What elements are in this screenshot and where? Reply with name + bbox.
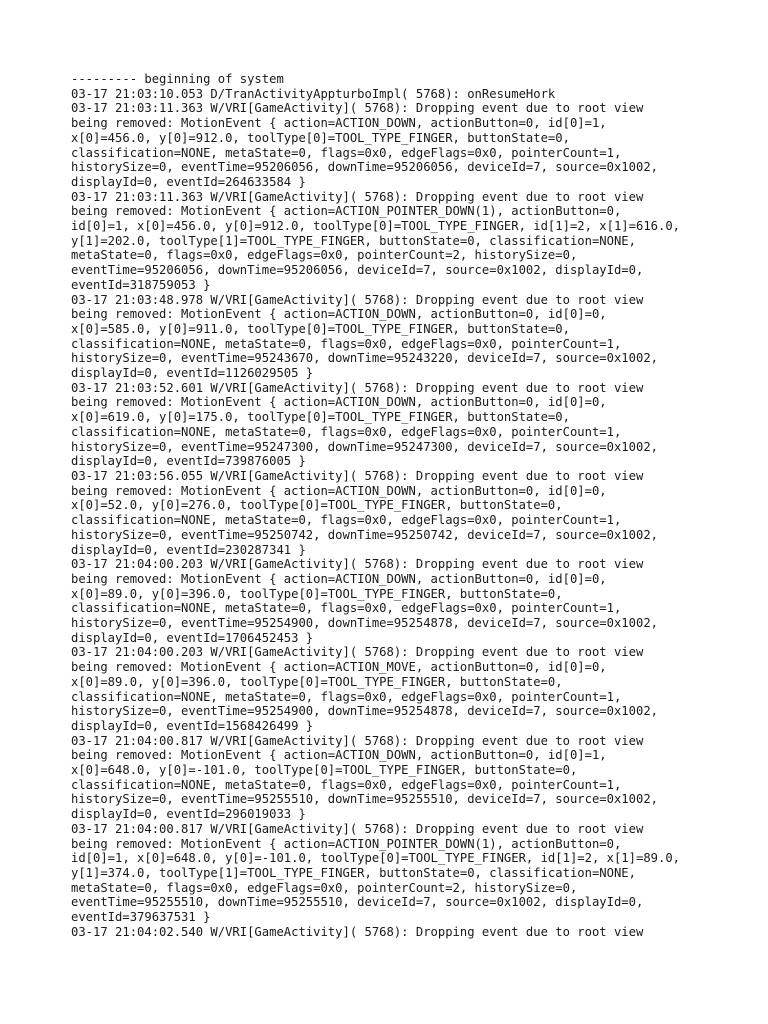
log-line: y[1]=374.0, toolType[1]=TOOL_TYPE_FINGER, buttonState=0, classification=NONE, bbox=[71, 865, 636, 880]
log-line: displayId=0, eventId=1126029505 } bbox=[71, 366, 314, 381]
log-line: being removed: MotionEvent { action=ACTION_DOWN, actionButton=0, id[0]=0, bbox=[71, 307, 607, 322]
log-line: being removed: MotionEvent { action=ACTION_POINTER_DOWN(1), actionButton=0, bbox=[71, 836, 622, 851]
log-line: id[0]=1, x[0]=648.0, y[0]=-101.0, toolType[0]=TOOL_TYPE_FINGER, id[1]=2, x[1]=89.0, bbox=[71, 851, 681, 866]
log-line: historySize=0, eventTime=95206056, downTime=95206056, deviceId=7, source=0x1002, bbox=[71, 160, 658, 175]
log-line: being removed: MotionEvent { action=ACTION_MOVE, actionButton=0, id[0]=0, bbox=[71, 660, 607, 675]
log-line: displayId=0, eventId=739876005 } bbox=[71, 454, 306, 469]
log-line: x[0]=89.0, y[0]=396.0, toolType[0]=TOOL_TYPE_FINGER, buttonState=0, bbox=[71, 586, 563, 601]
log-line: eventId=318759053 } bbox=[71, 277, 211, 292]
log-line: 03-17 21:04:02.540 W/VRI[GameActivity]( 5768): Dropping event due to root view bbox=[71, 924, 644, 939]
log-line: classification=NONE, metaState=0, flags=0x0, edgeFlags=0x0, pointerCount=1, bbox=[71, 336, 622, 351]
log-line: being removed: MotionEvent { action=ACTION_DOWN, actionButton=0, id[0]=0, bbox=[71, 483, 607, 498]
log-line: x[0]=89.0, y[0]=396.0, toolType[0]=TOOL_TYPE_FINGER, buttonState=0, bbox=[71, 674, 563, 689]
log-line: historySize=0, eventTime=95255510, downTime=95255510, deviceId=7, source=0x1002, bbox=[71, 792, 658, 807]
log-line: being removed: MotionEvent { action=ACTION_POINTER_DOWN(1), actionButton=0, bbox=[71, 204, 622, 219]
log-line: eventId=379637531 } bbox=[71, 910, 211, 925]
log-line: metaState=0, flags=0x0, edgeFlags=0x0, pointerCount=2, historySize=0, bbox=[71, 248, 578, 263]
log-line: being removed: MotionEvent { action=ACTION_DOWN, actionButton=0, id[0]=0, bbox=[71, 395, 607, 410]
log-line: classification=NONE, metaState=0, flags=0x0, edgeFlags=0x0, pointerCount=1, bbox=[71, 145, 622, 160]
log-line: historySize=0, eventTime=95250742, downTime=95250742, deviceId=7, source=0x1002, bbox=[71, 527, 658, 542]
log-line: metaState=0, flags=0x0, edgeFlags=0x0, pointerCount=2, historySize=0, bbox=[71, 880, 578, 895]
log-line: displayId=0, eventId=1568426499 } bbox=[71, 718, 314, 733]
log-line: 03-17 21:03:56.055 W/VRI[GameActivity]( 5768): Dropping event due to root view bbox=[71, 468, 644, 483]
log-line: 03-17 21:03:11.363 W/VRI[GameActivity]( 5768): Dropping event due to root view bbox=[71, 101, 644, 116]
log-line: classification=NONE, metaState=0, flags=0x0, edgeFlags=0x0, pointerCount=1, bbox=[71, 601, 622, 616]
log-line: 03-17 21:03:11.363 W/VRI[GameActivity]( 5768): Dropping event due to root view bbox=[71, 189, 644, 204]
log-line: being removed: MotionEvent { action=ACTION_DOWN, actionButton=0, id[0]=1, bbox=[71, 748, 607, 763]
log-line: eventTime=95255510, downTime=95255510, deviceId=7, source=0x1002, displayId=0, bbox=[71, 895, 644, 910]
log-line: x[0]=585.0, y[0]=911.0, toolType[0]=TOOL_TYPE_FINGER, buttonState=0, bbox=[71, 321, 570, 336]
log-line: 03-17 21:04:00.817 W/VRI[GameActivity]( 5768): Dropping event due to root view bbox=[71, 733, 644, 748]
log-line: eventTime=95206056, downTime=95206056, deviceId=7, source=0x1002, displayId=0, bbox=[71, 263, 644, 278]
log-line: 03-17 21:03:48.978 W/VRI[GameActivity]( 5768): Dropping event due to root view bbox=[71, 292, 644, 307]
log-line: displayId=0, eventId=230287341 } bbox=[71, 542, 306, 557]
log-line: id[0]=1, x[0]=456.0, y[0]=912.0, toolType[0]=TOOL_TYPE_FINGER, id[1]=2, x[1]=616.0, bbox=[71, 219, 681, 234]
log-line: historySize=0, eventTime=95247300, downTime=95247300, deviceId=7, source=0x1002, bbox=[71, 439, 658, 454]
log-line: --------- beginning of system bbox=[71, 72, 284, 86]
log-line: classification=NONE, metaState=0, flags=0x0, edgeFlags=0x0, pointerCount=1, bbox=[71, 689, 622, 704]
log-line: 03-17 21:04:00.203 W/VRI[GameActivity]( 5768): Dropping event due to root view bbox=[71, 557, 644, 572]
log-line: historySize=0, eventTime=95254900, downTime=95254878, deviceId=7, source=0x1002, bbox=[71, 704, 658, 719]
log-line: y[1]=202.0, toolType[1]=TOOL_TYPE_FINGER, buttonState=0, classification=NONE, bbox=[71, 233, 636, 248]
log-line: displayId=0, eventId=296019033 } bbox=[71, 807, 306, 822]
log-line: 03-17 21:04:00.817 W/VRI[GameActivity]( 5768): Dropping event due to root view bbox=[71, 821, 644, 836]
log-line: x[0]=648.0, y[0]=-101.0, toolType[0]=TOOL_TYPE_FINGER, buttonState=0, bbox=[71, 763, 578, 778]
log-line: 03-17 21:03:52.601 W/VRI[GameActivity]( 5768): Dropping event due to root view bbox=[71, 380, 644, 395]
log-line: displayId=0, eventId=264633584 } bbox=[71, 174, 306, 189]
log-line: displayId=0, eventId=1706452453 } bbox=[71, 630, 314, 645]
log-line: historySize=0, eventTime=95243670, downTime=95243220, deviceId=7, source=0x1002, bbox=[71, 351, 658, 366]
log-document bbox=[71, 72, 751, 939]
log-line: being removed: MotionEvent { action=ACTION_DOWN, actionButton=0, id[0]=1, bbox=[71, 116, 607, 131]
log-line: x[0]=456.0, y[0]=912.0, toolType[0]=TOOL_TYPE_FINGER, buttonState=0, bbox=[71, 130, 570, 145]
log-line: historySize=0, eventTime=95254900, downTime=95254878, deviceId=7, source=0x1002, bbox=[71, 616, 658, 631]
log-line: x[0]=52.0, y[0]=276.0, toolType[0]=TOOL_TYPE_FINGER, buttonState=0, bbox=[71, 498, 563, 513]
log-line: being removed: MotionEvent { action=ACTION_DOWN, actionButton=0, id[0]=0, bbox=[71, 571, 607, 586]
log-line: x[0]=619.0, y[0]=175.0, toolType[0]=TOOL_TYPE_FINGER, buttonState=0, bbox=[71, 410, 570, 425]
log-line: 03-17 21:03:10.053 D/TranActivityAppturboImpl( 5768): onResumeHork bbox=[71, 86, 556, 101]
log-line: 03-17 21:04:00.203 W/VRI[GameActivity]( 5768): Dropping event due to root view bbox=[71, 645, 644, 660]
log-line: classification=NONE, metaState=0, flags=0x0, edgeFlags=0x0, pointerCount=1, bbox=[71, 777, 622, 792]
log-line: classification=NONE, metaState=0, flags=0x0, edgeFlags=0x0, pointerCount=1, bbox=[71, 424, 622, 439]
log-line: classification=NONE, metaState=0, flags=0x0, edgeFlags=0x0, pointerCount=1, bbox=[71, 513, 622, 528]
